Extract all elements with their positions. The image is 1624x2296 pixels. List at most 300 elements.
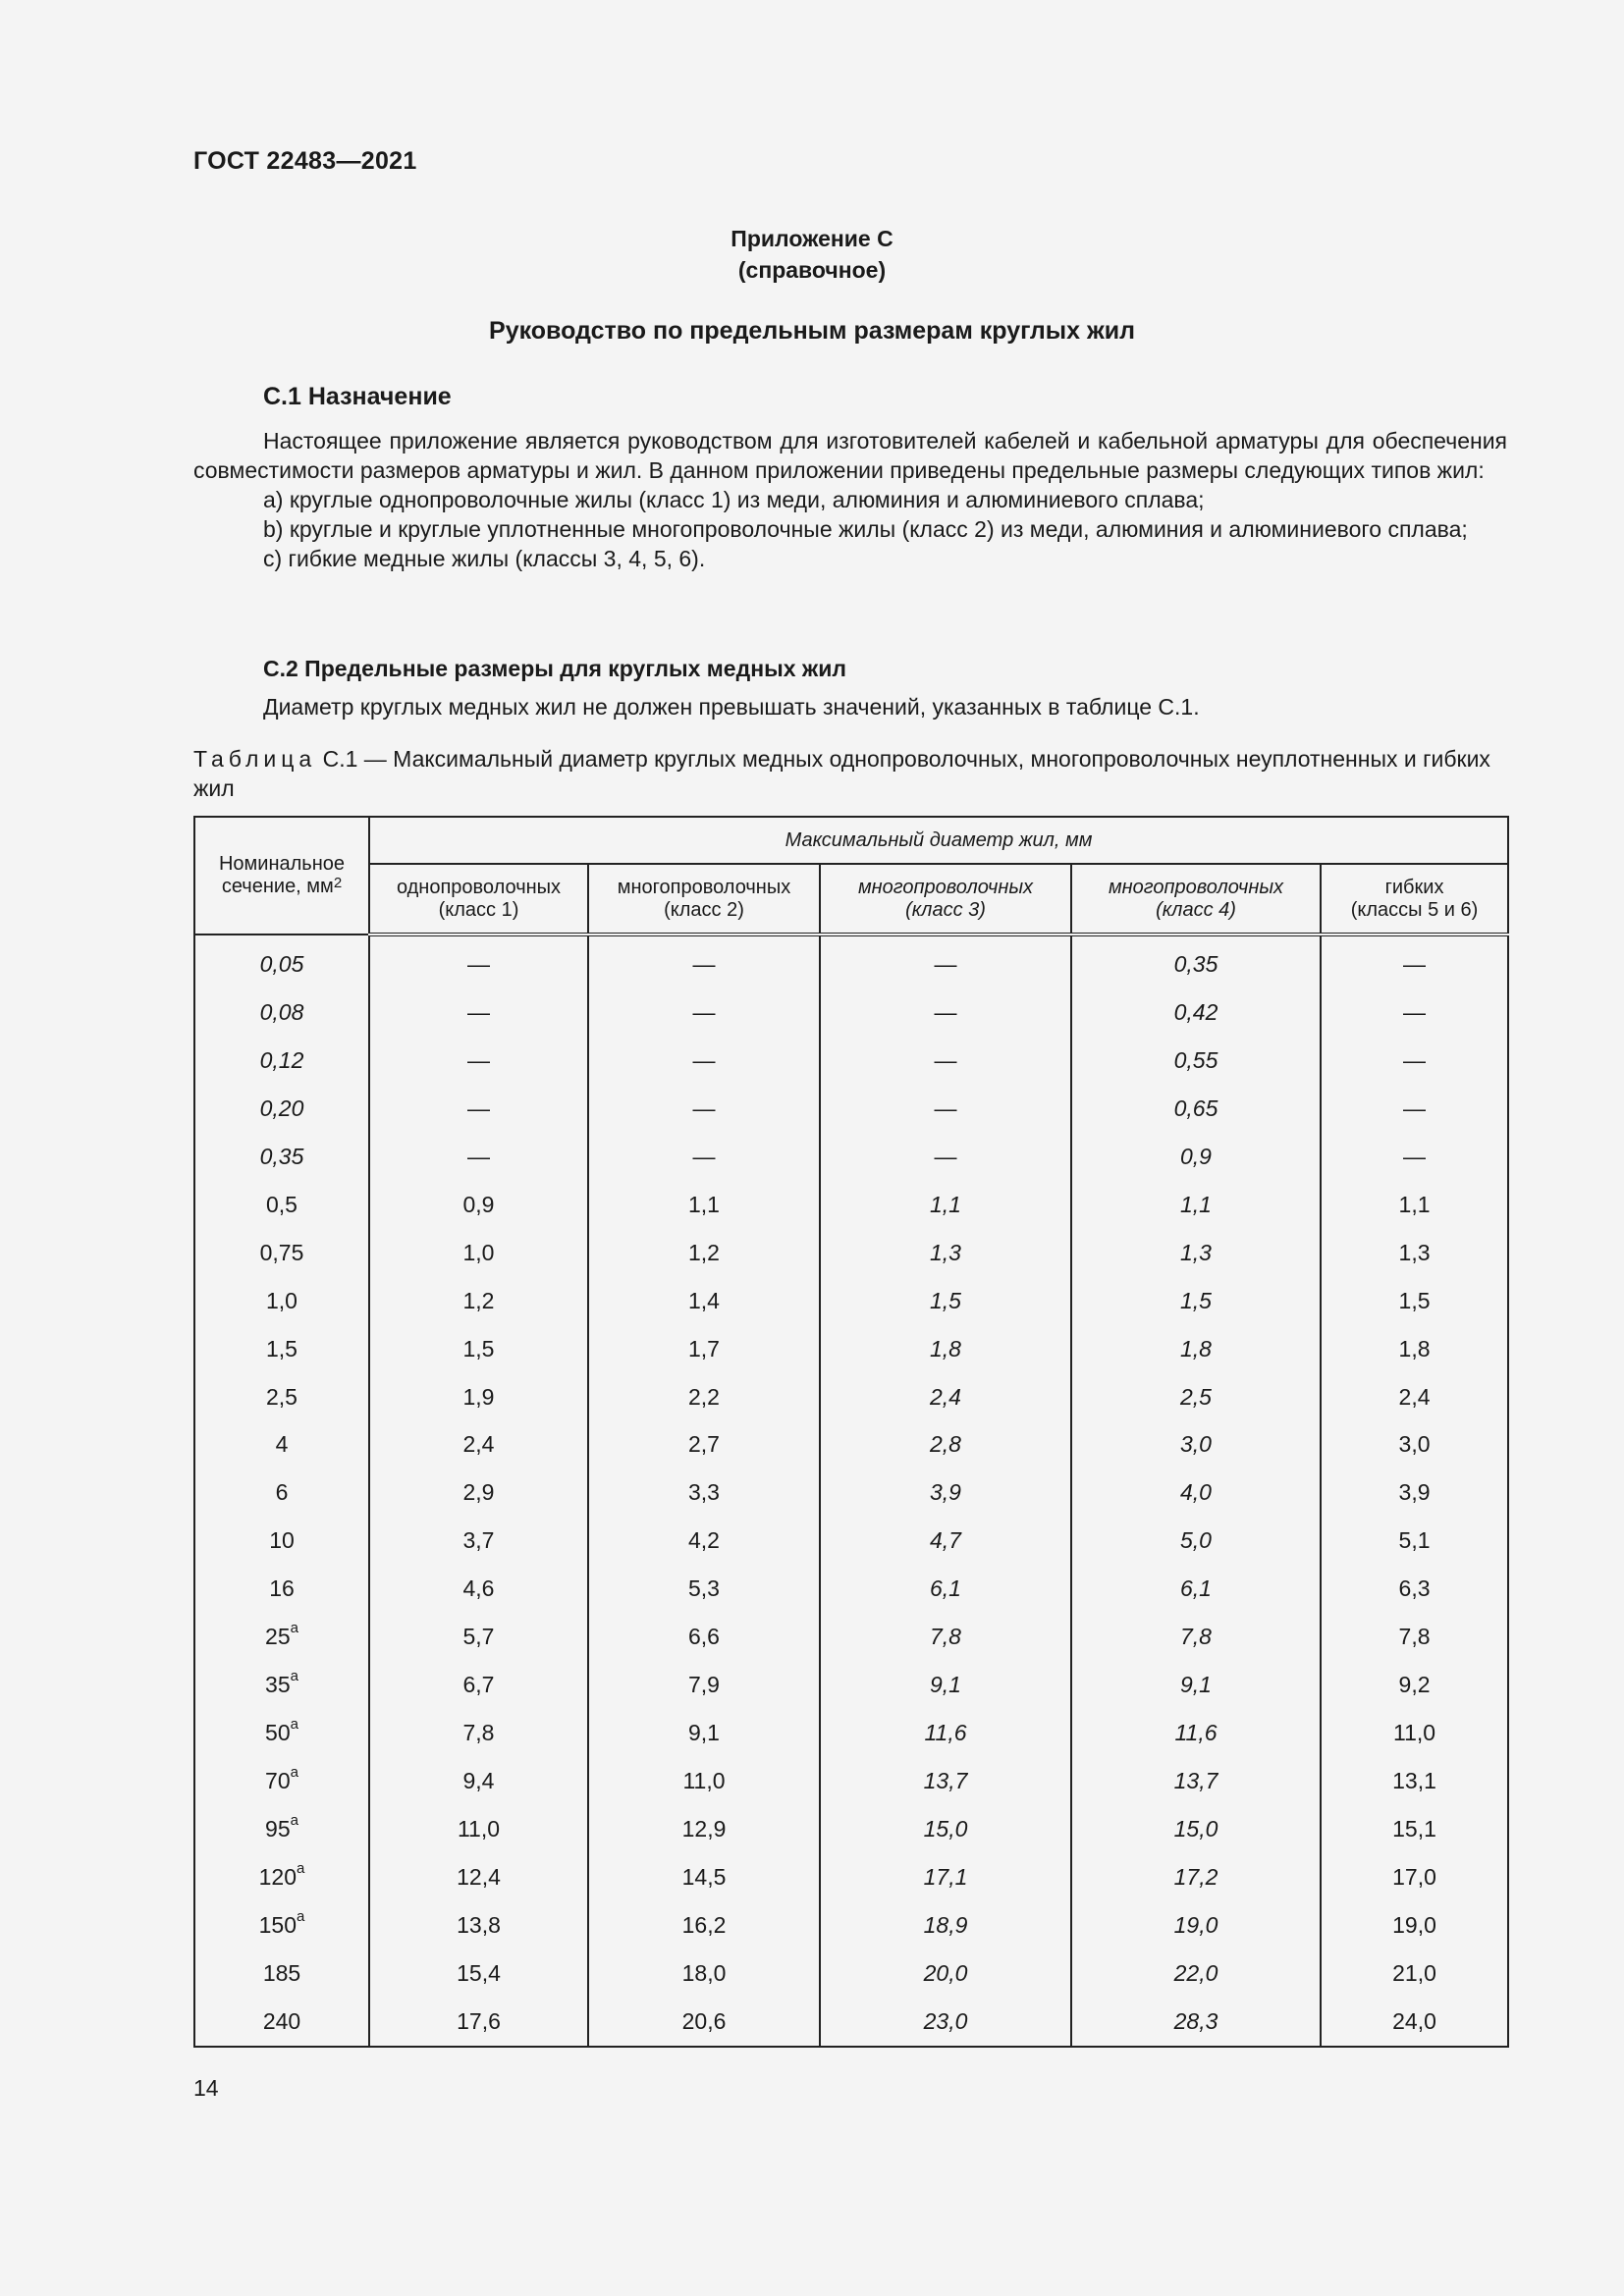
cell-value: 0,12 — [259, 1046, 304, 1073]
cell-value: 1,1 — [688, 1191, 720, 1217]
cell-value: — — [934, 951, 957, 978]
appendix-title: Приложение С — [731, 226, 893, 251]
cell-value: 0,42 — [1173, 999, 1218, 1026]
diameter-cell-c3 — [820, 1468, 1071, 1517]
cell-value: 7,8 — [1180, 1624, 1212, 1650]
col-header-class2 — [588, 864, 820, 934]
section-cell — [194, 1229, 369, 1277]
section-cell — [194, 1949, 369, 1998]
cell-value: 5,1 — [1398, 1527, 1431, 1554]
cell-value: 0,65 — [1173, 1095, 1218, 1121]
cell-value: 70 — [265, 1768, 291, 1794]
cell-value: 4 — [275, 1431, 289, 1458]
cell-value: 0,05 — [259, 950, 304, 977]
diameter-cell-c1 — [369, 1421, 588, 1469]
section-c2-heading: С.2 Предельные размеры для круглых медных жил — [263, 656, 846, 681]
diameter-cell-c2 — [588, 934, 820, 988]
cell-value: 2,4 — [462, 1431, 495, 1458]
section-cell — [194, 1517, 369, 1565]
diameter-cell-c3 — [820, 1229, 1071, 1277]
cell-value: — — [934, 1143, 957, 1169]
diameter-cell-c1 — [369, 1133, 588, 1181]
diameter-cell-c1 — [369, 1277, 588, 1325]
cell-value: 1,3 — [930, 1239, 961, 1265]
cell-value: 14,5 — [681, 1863, 727, 1890]
diameter-cell-c1 — [369, 1949, 588, 1998]
cell-value: — — [934, 999, 957, 1026]
col-header-line: многопроволочных — [857, 876, 1034, 898]
table-row — [194, 1757, 1508, 1805]
cell-value: 4,0 — [1180, 1479, 1212, 1506]
cell-value: — — [692, 999, 716, 1026]
cell-value: 1,5 — [1398, 1287, 1431, 1313]
cell-value: 22,0 — [1173, 1959, 1218, 1986]
cell-value: 9,1 — [688, 1720, 720, 1746]
cell-value: — — [692, 1046, 716, 1073]
cell-value: 35 — [265, 1672, 291, 1698]
diameter-cell-c2 — [588, 1613, 820, 1661]
table-caption — [193, 744, 1507, 803]
cell-value: 11,6 — [1174, 1720, 1218, 1746]
diameter-cell-c4 — [1071, 1613, 1321, 1661]
diameter-cell-c5 — [1321, 1901, 1508, 1949]
cell-value: 28,3 — [1173, 2007, 1218, 2034]
diameter-cell-c3 — [820, 1565, 1071, 1613]
col-header-line: (класс 1) — [438, 898, 519, 921]
diameter-cell-c1 — [369, 1325, 588, 1373]
cell-value: 6 — [275, 1479, 289, 1506]
cell-value: 2,7 — [688, 1431, 720, 1458]
cell-value: 4,2 — [688, 1527, 720, 1554]
cell-value: 1,2 — [462, 1287, 495, 1313]
diameter-cell-c4 — [1071, 1901, 1321, 1949]
diameter-cell-c3 — [820, 1757, 1071, 1805]
diameter-cell-c3 — [820, 1613, 1071, 1661]
cell-value: — — [467, 1095, 490, 1121]
diameter-cell-c5 — [1321, 1421, 1508, 1469]
diameter-cell-c2 — [588, 1373, 820, 1421]
cell-value: 21,0 — [1392, 1959, 1436, 1986]
cell-value: 13,7 — [1173, 1768, 1218, 1794]
diameter-cell-c4 — [1071, 1853, 1321, 1901]
table-row — [194, 1709, 1508, 1757]
diameter-cell-c1 — [369, 1565, 588, 1613]
diameter-cell-c3 — [820, 1901, 1071, 1949]
diameter-cell-c3 — [820, 1517, 1071, 1565]
cell-value: 1,8 — [930, 1335, 961, 1362]
cell-value: 1,8 — [1398, 1335, 1431, 1362]
diameter-cell-c4 — [1071, 1949, 1321, 1998]
diameter-cell-c3 — [820, 1085, 1071, 1133]
diameter-cell-c4 — [1071, 1805, 1321, 1853]
diameter-cell-c3 — [820, 1805, 1071, 1853]
diameter-cell-c2 — [588, 1805, 820, 1853]
group-header: Максимальный диаметр жил, мм — [369, 817, 1508, 864]
cell-value: 0,9 — [462, 1191, 495, 1217]
cell-value: 240 — [262, 2007, 301, 2034]
diameter-cell-c1 — [369, 1661, 588, 1709]
diameter-cell-c5 — [1321, 1757, 1508, 1805]
footnote-marker: a — [297, 1859, 305, 1877]
cell-value: 15,0 — [1173, 1815, 1218, 1842]
cell-value: 7,8 — [462, 1720, 495, 1746]
cell-value: 0,20 — [259, 1095, 304, 1121]
cell-value: 18,9 — [923, 1911, 968, 1938]
diameter-cell-c4 — [1071, 1421, 1321, 1469]
section-cell — [194, 988, 369, 1037]
diameter-cell-c3 — [820, 1998, 1071, 2047]
diameter-cell-c2 — [588, 1661, 820, 1709]
list-item: a) круглые однопроволочные жилы (класс 1) из меди, алюминия и алюминиевого сплава; — [263, 487, 1205, 512]
table-row — [194, 1901, 1508, 1949]
table-row — [194, 1181, 1508, 1229]
diameter-cell-c5 — [1321, 1853, 1508, 1901]
cell-value: — — [692, 1095, 716, 1121]
cell-value: 12,9 — [681, 1815, 727, 1842]
cell-value: 15,1 — [1392, 1815, 1436, 1842]
diameter-cell-c4 — [1071, 1133, 1321, 1181]
diameter-cell-c1 — [369, 1613, 588, 1661]
table-row — [194, 1613, 1508, 1661]
diameter-cell-c5 — [1321, 1565, 1508, 1613]
diameter-cell-c5 — [1321, 1661, 1508, 1709]
diameter-cell-c2 — [588, 988, 820, 1037]
diameter-cell-c4 — [1071, 1037, 1321, 1085]
cell-value: 0,08 — [259, 999, 304, 1026]
col-header-line: (класс 3) — [905, 898, 986, 921]
cell-value: 17,6 — [457, 2007, 501, 2034]
diameter-cell-c3 — [820, 1853, 1071, 1901]
cell-value: 17,2 — [1173, 1863, 1218, 1890]
diameter-cell-c2 — [588, 1325, 820, 1373]
cell-value: 13,8 — [457, 1911, 501, 1938]
section-header-text: Номинальное сечение, мм — [218, 853, 346, 897]
diameter-cell-c1 — [369, 1229, 588, 1277]
cell-value: 6,3 — [1398, 1575, 1431, 1602]
diameter-cell-c2 — [588, 1468, 820, 1517]
diameter-cell-c1 — [369, 1709, 588, 1757]
section-cell — [194, 1085, 369, 1133]
diameter-cell-c3 — [820, 988, 1071, 1037]
diameter-cell-c3 — [820, 1373, 1071, 1421]
cell-value: 2,2 — [688, 1383, 720, 1410]
cell-value: 1,1 — [1180, 1191, 1212, 1217]
diameter-cell-c2 — [588, 1229, 820, 1277]
table-row — [194, 988, 1508, 1037]
diameter-cell-c2 — [588, 1998, 820, 2047]
cell-value: 12,4 — [457, 1863, 501, 1890]
cell-value: 7,8 — [1398, 1624, 1431, 1650]
section-cell — [194, 1805, 369, 1853]
diameter-cell-c1 — [369, 1805, 588, 1853]
diameter-cell-c4 — [1071, 1277, 1321, 1325]
diameter-cell-c2 — [588, 1277, 820, 1325]
cell-value: 4,7 — [930, 1527, 961, 1554]
cell-value: 19,0 — [1392, 1911, 1436, 1938]
col-header-line: многопроволочных — [1108, 876, 1284, 898]
cell-value: — — [1403, 1095, 1427, 1121]
cell-value: 1,0 — [462, 1239, 495, 1265]
diameter-cell-c5 — [1321, 1373, 1508, 1421]
diameter-cell-c4 — [1071, 1085, 1321, 1133]
footnote-marker: a — [290, 1668, 298, 1685]
diameter-cell-c5 — [1321, 1468, 1508, 1517]
col-header-line: многопроволочных — [617, 876, 791, 898]
cell-value: 15,4 — [457, 1959, 501, 1986]
cell-value: — — [467, 1046, 490, 1073]
cell-value: — — [1403, 999, 1427, 1026]
cell-value: 5,7 — [462, 1624, 495, 1650]
table-row — [194, 1277, 1508, 1325]
section-cell — [194, 1901, 369, 1949]
main-title: Руководство по предельным размерам круглых жил — [489, 317, 1135, 345]
cell-value: 0,75 — [259, 1239, 304, 1265]
section-cell — [194, 1277, 369, 1325]
cell-value: 2,5 — [266, 1383, 298, 1410]
diameter-cell-c4 — [1071, 1565, 1321, 1613]
diameter-cell-c5 — [1321, 1229, 1508, 1277]
cell-value: 13,7 — [923, 1768, 968, 1794]
cell-value: 1,5 — [930, 1287, 961, 1313]
table-row — [194, 1373, 1508, 1421]
diameter-cell-c1 — [369, 1517, 588, 1565]
table-caption-label: Таблица — [193, 746, 317, 772]
table-row — [194, 1229, 1508, 1277]
diameter-cell-c2 — [588, 1853, 820, 1901]
cell-value: 120 — [258, 1863, 298, 1890]
diameter-cell-c2 — [588, 1181, 820, 1229]
cell-value: 20,0 — [923, 1959, 968, 1986]
section-cell — [194, 1661, 369, 1709]
diameter-cell-c2 — [588, 1757, 820, 1805]
cell-value: 24,0 — [1392, 2007, 1436, 2034]
diameter-cell-c3 — [820, 1181, 1071, 1229]
cell-value: 5,3 — [688, 1575, 720, 1602]
cell-value: 1,3 — [1180, 1239, 1212, 1265]
diameter-cell-c3 — [820, 934, 1071, 988]
diameter-cell-c4 — [1071, 1998, 1321, 2047]
cell-value: 3,7 — [462, 1527, 495, 1554]
cell-value: 2,4 — [930, 1383, 961, 1410]
section-cell — [194, 1037, 369, 1085]
section-cell — [194, 1709, 369, 1757]
cell-value: — — [467, 1143, 490, 1169]
cell-value: 9,1 — [930, 1672, 961, 1698]
table-row — [194, 1421, 1508, 1469]
section-c2-text: Диаметр круглых медных жил не должен превышать значений, указанных в таблице С.1. — [263, 694, 1200, 720]
diameter-cell-c3 — [820, 1133, 1071, 1181]
cell-value: 11,0 — [457, 1815, 501, 1842]
cell-value: 6,6 — [688, 1624, 720, 1650]
diameter-cell-c1 — [369, 1853, 588, 1901]
cell-value: 1,5 — [462, 1335, 495, 1362]
cell-value: 1,5 — [266, 1335, 298, 1362]
cell-value: 0,55 — [1173, 1046, 1218, 1073]
footnote-marker: a — [290, 1620, 298, 1637]
cell-value: 1,3 — [1398, 1239, 1431, 1265]
diameter-cell-c5 — [1321, 1709, 1508, 1757]
diameter-cell-c1 — [369, 1468, 588, 1517]
diameter-cell-c2 — [588, 1421, 820, 1469]
col-header-class3 — [820, 864, 1071, 934]
diameter-cell-c4 — [1071, 1709, 1321, 1757]
section-cell — [194, 1757, 369, 1805]
diameter-cell-c4 — [1071, 1757, 1321, 1805]
cell-value: 150 — [258, 1911, 298, 1938]
table-row — [194, 1805, 1508, 1853]
cell-value: 185 — [262, 1959, 301, 1986]
diameter-cell-c1 — [369, 1998, 588, 2047]
table-row — [194, 1661, 1508, 1709]
cell-value: 50 — [265, 1720, 291, 1746]
diameter-cell-c1 — [369, 934, 588, 988]
table-row — [194, 1517, 1508, 1565]
section-cell — [194, 934, 369, 988]
cell-value: 2,5 — [1180, 1383, 1212, 1410]
section-cell — [194, 1133, 369, 1181]
table-row — [194, 1565, 1508, 1613]
cell-value: 3,3 — [688, 1479, 720, 1506]
cell-value: 1,1 — [1398, 1191, 1431, 1217]
cell-value: 23,0 — [923, 2007, 968, 2034]
diameter-cell-c2 — [588, 1517, 820, 1565]
cell-value: 16,2 — [681, 1911, 727, 1938]
diameter-cell-c5 — [1321, 1181, 1508, 1229]
cell-value: 1,0 — [266, 1287, 298, 1313]
table-caption-text: С.1 — Максимальный диаметр круглых медных однопроволочных, многопроволочных неуплотненных и гибких жил — [193, 746, 1490, 801]
cell-value: — — [1403, 1046, 1427, 1073]
footnote-marker: a — [290, 1811, 298, 1829]
diameter-cell-c4 — [1071, 934, 1321, 988]
diameter-cell-c3 — [820, 1949, 1071, 1998]
cell-value: 11,6 — [924, 1720, 967, 1746]
diameter-cell-c4 — [1071, 1325, 1321, 1373]
diameter-cell-c1 — [369, 1037, 588, 1085]
diameter-cell-c5 — [1321, 1325, 1508, 1373]
cell-value: 7,9 — [688, 1672, 720, 1698]
cell-value: 1,9 — [462, 1383, 495, 1410]
col-header-line: (класс 4) — [1156, 898, 1236, 921]
table-row — [194, 1037, 1508, 1085]
cell-value: 1,8 — [1180, 1335, 1212, 1362]
section-column-header — [194, 817, 369, 934]
diameter-cell-c5 — [1321, 1998, 1508, 2047]
table-row — [194, 1133, 1508, 1181]
cell-value: — — [467, 951, 490, 978]
footnote-marker: a — [290, 1716, 298, 1734]
cell-value: 0,9 — [1180, 1143, 1212, 1169]
cell-value: 2,9 — [462, 1479, 495, 1506]
diameter-cell-c4 — [1071, 988, 1321, 1037]
col-header-line: (класс 2) — [664, 898, 744, 921]
diameter-cell-c1 — [369, 1181, 588, 1229]
table-row — [194, 1325, 1508, 1373]
cell-value: 2,4 — [1398, 1383, 1431, 1410]
section-cell — [194, 1998, 369, 2047]
cell-value: — — [692, 951, 716, 978]
cell-value: 15,0 — [923, 1815, 968, 1842]
cell-value: 7,8 — [930, 1624, 961, 1650]
diameter-cell-c4 — [1071, 1181, 1321, 1229]
diameter-cell-c4 — [1071, 1661, 1321, 1709]
diameter-cell-c5 — [1321, 1613, 1508, 1661]
cell-value: 11,0 — [682, 1768, 726, 1794]
diameter-cell-c5 — [1321, 1133, 1508, 1181]
table-row — [194, 1998, 1508, 2047]
cell-value: 3,9 — [930, 1479, 961, 1506]
cell-value: 5,0 — [1180, 1527, 1212, 1554]
cell-value: 4,6 — [462, 1575, 495, 1602]
cell-value: 6,1 — [1180, 1575, 1212, 1602]
table-row — [194, 1085, 1508, 1133]
cell-value: — — [467, 999, 490, 1026]
cell-value: 19,0 — [1173, 1911, 1218, 1938]
table-row — [194, 1949, 1508, 1998]
cell-value: 9,4 — [462, 1768, 495, 1794]
table-row — [194, 1853, 1508, 1901]
section-cell — [194, 1468, 369, 1517]
col-header-class4 — [1071, 864, 1321, 934]
diameter-cell-c5 — [1321, 1085, 1508, 1133]
section-cell — [194, 1373, 369, 1421]
document-code: ГОСТ 22483—2021 — [193, 147, 417, 175]
cell-value: 9,1 — [1180, 1672, 1212, 1698]
cell-value: 1,7 — [688, 1335, 720, 1362]
footnote-marker: a — [297, 1907, 305, 1925]
section-cell — [194, 1325, 369, 1373]
diameter-cell-c5 — [1321, 988, 1508, 1037]
section-cell — [194, 1181, 369, 1229]
cell-value: 25 — [265, 1624, 291, 1650]
cell-value: 11,0 — [1392, 1720, 1436, 1746]
section-cell — [194, 1421, 369, 1469]
cell-value: — — [934, 1095, 957, 1121]
diameter-cell-c1 — [369, 1085, 588, 1133]
section-cell — [194, 1613, 369, 1661]
cell-value: 17,0 — [1392, 1863, 1436, 1890]
section-cell — [194, 1565, 369, 1613]
table-row — [194, 1468, 1508, 1517]
diameter-cell-c2 — [588, 1133, 820, 1181]
col-header-line: однопроволочных — [396, 876, 562, 898]
cell-value: 0,5 — [266, 1191, 298, 1217]
diameter-cell-c5 — [1321, 1805, 1508, 1853]
cell-value: 1,5 — [1180, 1287, 1212, 1313]
diameter-cell-c5 — [1321, 934, 1508, 988]
cell-value: 0,35 — [259, 1143, 304, 1169]
cell-value: 3,0 — [1180, 1431, 1212, 1458]
cell-value: — — [934, 1046, 957, 1073]
cell-value: 3,0 — [1398, 1431, 1431, 1458]
diameter-cell-c3 — [820, 1709, 1071, 1757]
cell-value: 95 — [265, 1815, 291, 1842]
diameter-table — [193, 816, 1509, 2048]
section-c1-body — [193, 426, 1507, 573]
cell-value: — — [1403, 1143, 1427, 1169]
cell-value: 9,2 — [1398, 1672, 1431, 1698]
cell-value: 16 — [269, 1575, 295, 1602]
cell-value: 10 — [269, 1527, 295, 1554]
cell-value: 18,0 — [681, 1959, 727, 1986]
diameter-cell-c4 — [1071, 1373, 1321, 1421]
cell-value: — — [1403, 951, 1427, 978]
appendix-note: (справочное) — [737, 257, 887, 283]
section-cell — [194, 1853, 369, 1901]
cell-value: 1,2 — [688, 1239, 720, 1265]
diameter-cell-c2 — [588, 1709, 820, 1757]
cell-value: 6,7 — [462, 1672, 495, 1698]
cell-value: 1,1 — [930, 1191, 961, 1217]
